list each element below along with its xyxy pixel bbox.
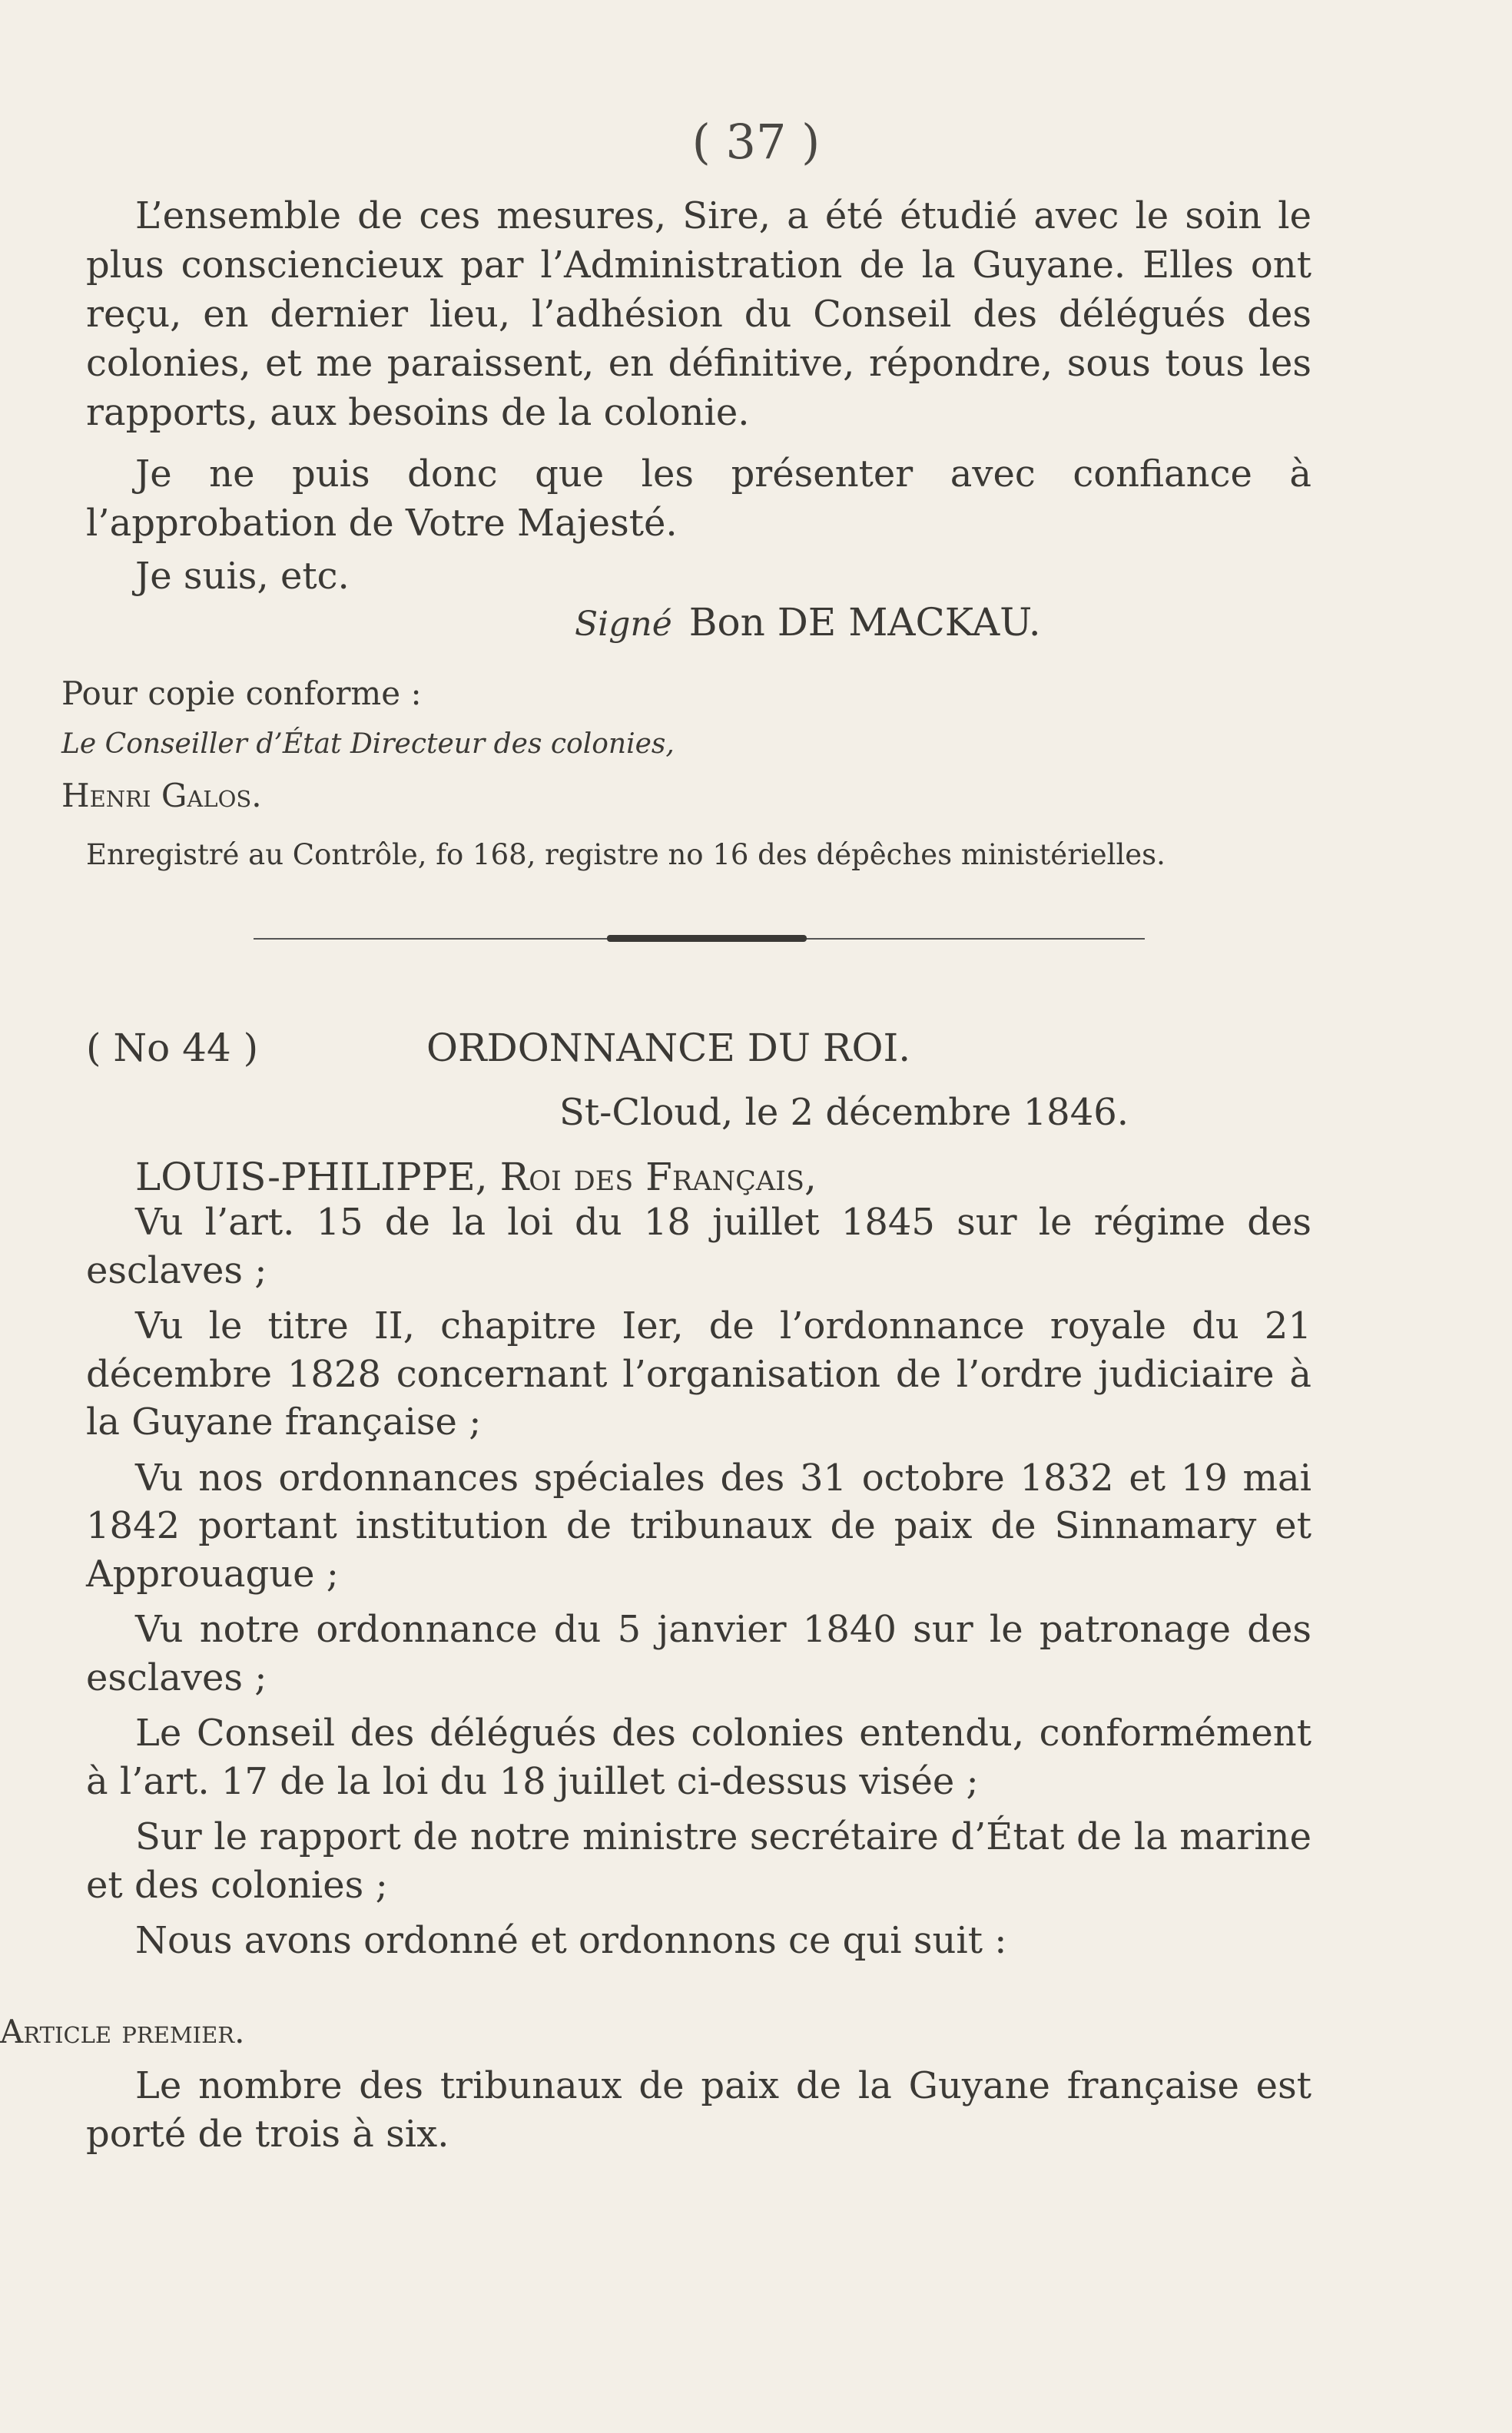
section-divider <box>254 938 1145 940</box>
recitals <box>86 1198 1311 1965</box>
recital-5: Le Conseil des délégués des colonies entendu, conformément à l’art. 17 de la loi du 18 juillet ci-dessus visée ; <box>86 1712 1311 1803</box>
king-title: Roi des Français, <box>499 1155 817 1199</box>
copy-official-name-text: Henri Galos. <box>61 777 262 814</box>
letter-paragraph-2: Je ne puis donc que les présenter avec confiance à l’approbation de Votre Majesté. <box>86 452 1311 545</box>
registration-note: Enregistré au Contrôle, fo 168, registre no 16 des dépêches ministérielles. <box>86 838 1166 871</box>
signed-name: Bon DE MACKAU. <box>688 600 1041 645</box>
signature-line <box>575 599 1041 648</box>
recital-1: Vu l’art. 15 de la loi du 18 juillet 1845 sur le régime des esclaves ; <box>86 1201 1311 1292</box>
signed-label: Signé <box>575 605 672 644</box>
page-number: ( 37 ) <box>691 114 821 170</box>
place-date: St-Cloud, le 2 décembre 1846. <box>559 1091 1129 1134</box>
letter-paragraph-1: L’ensemble de ces mesures, Sire, a été étudié avec le soin le plus consciencieux par l’Administration de la Guyane. Elles ont reçu, en dernier lieu, l’adhésion du Conseil des délégués des colonies, et me paraissent, en définitive, répondre, sous tous les rapports, aux besoins de la colonie. <box>86 194 1311 434</box>
king-name: LOUIS-PHILIPPE, <box>135 1155 488 1199</box>
article-heading: Article premier. <box>0 2013 245 2050</box>
king-line <box>135 1152 1211 1202</box>
article-text: Le nombre des tribunaux de paix de la Guyane française est porté de trois à six. <box>86 2064 1311 2156</box>
decree-line: Nous avons ordonné et ordonnons ce qui suit : <box>135 1919 1007 1962</box>
recital-4: Vu notre ordonnance du 5 janvier 1840 sur le patronage des esclaves ; <box>86 1608 1311 1699</box>
copy-official-title: Le Conseiller d’État Directeur des colonies, <box>61 728 675 760</box>
ordinance-number: ( No 44 ) <box>86 1026 259 1070</box>
recital-6: Sur le rapport de notre ministre secrétaire d’État de la marine et des colonies ; <box>86 1815 1311 1907</box>
recital-3: Vu nos ordonnances spéciales des 31 octobre 1832 et 19 mai 1842 portant institution de tribunaux de paix de Sinnamary et Approuague ; <box>86 1456 1311 1596</box>
copy-conforme-line: Pour copie conforme : <box>61 675 422 712</box>
letter-closing: Je suis, etc. <box>135 555 350 598</box>
copy-official-name <box>61 776 1512 816</box>
recital-2: Vu le titre II, chapitre Ier, de l’ordonnance royale du 21 décembre 1828 concernant l’organisation de l’ordre judiciaire à la Guyane française ; <box>86 1304 1311 1444</box>
ordinance-title: ORDONNANCE DU ROI. <box>426 1026 911 1070</box>
